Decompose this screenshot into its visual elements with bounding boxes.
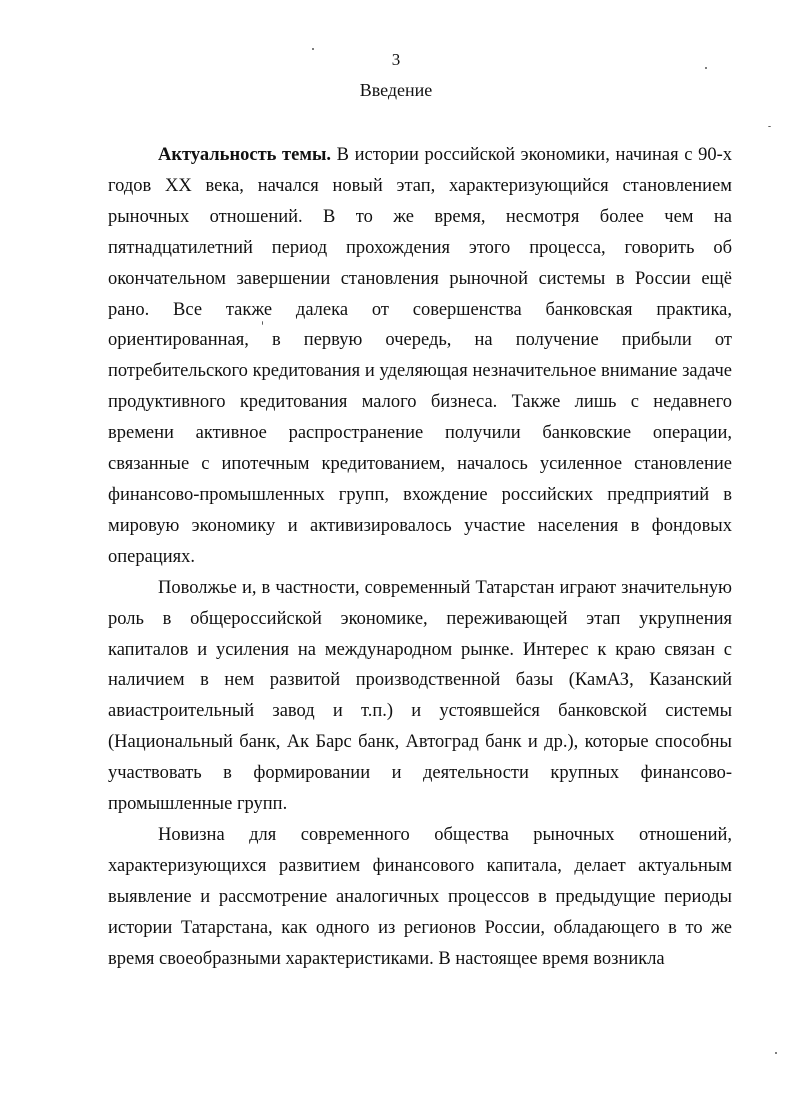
paragraph-text: Новизна для современного общества рыночных отношений, характеризующихся развитием финансового капитала, делает актуальным выявление и рассмотрение аналогичных процессов в предыдущие периоды истории Татарстана, как одного из регионов России, обладающего в то же время своеобразными характеристиками. В настоящее время возникла: [108, 824, 732, 969]
scan-speck: [705, 67, 707, 69]
body-text: [108, 140, 732, 974]
scan-speck: [775, 1052, 777, 1054]
page-number: 3: [391, 50, 401, 69]
paragraph-2: [108, 573, 732, 820]
paragraph-text: В истории российской экономики, начиная с 90-х годов XX века, начался новый этап, характеризующийся становлением рыночных отношений. В то же время, несмотря более чем на пятнадцатилетний период прохождения этого процесса, говорить об окончательном завершении становления рыночной системы в России ещё рано. Все также далека от совершенства банковская практика, ориентированная, в первую очередь, на получение прибыли от потребительского кредитования и уделяющая незначительное внимание задаче продуктивного кредитования малого бизнеса. Также лишь с недавнего времени активное распространение получили банковские операции, связанные с ипотечным кредитованием, началось усиленное становление финансово-промышленных групп, вхождение российских предприятий в мировую экономику и активизировалось участие населения в фондовых операциях.: [108, 145, 733, 567]
paragraph-lead: Актуальность темы.: [158, 145, 332, 165]
paragraph-1: [108, 140, 732, 573]
scan-speck: [312, 48, 314, 50]
scan-speck: [768, 126, 771, 127]
paragraph-text: Поволжье и, в частности, современный Татарстан играют значительную роль в общероссийской экономике, переживающей этап укрупнения капиталов и усиления на международном рынке. Интерес к краю связан с наличием в нем развитой производственной базы (КамАЗ, Казанский авиастроительный завод и т.п.) и устоявшейся банковской системы (Национальный банк, Ак Барс банк, Автоград банк и др.), которые способны участвовать в формировании и деятельности крупных финансово-промышленные групп.: [108, 577, 732, 815]
section-heading: Введение: [359, 80, 433, 100]
paragraph-3: [108, 820, 732, 975]
scan-speck: [262, 321, 263, 325]
